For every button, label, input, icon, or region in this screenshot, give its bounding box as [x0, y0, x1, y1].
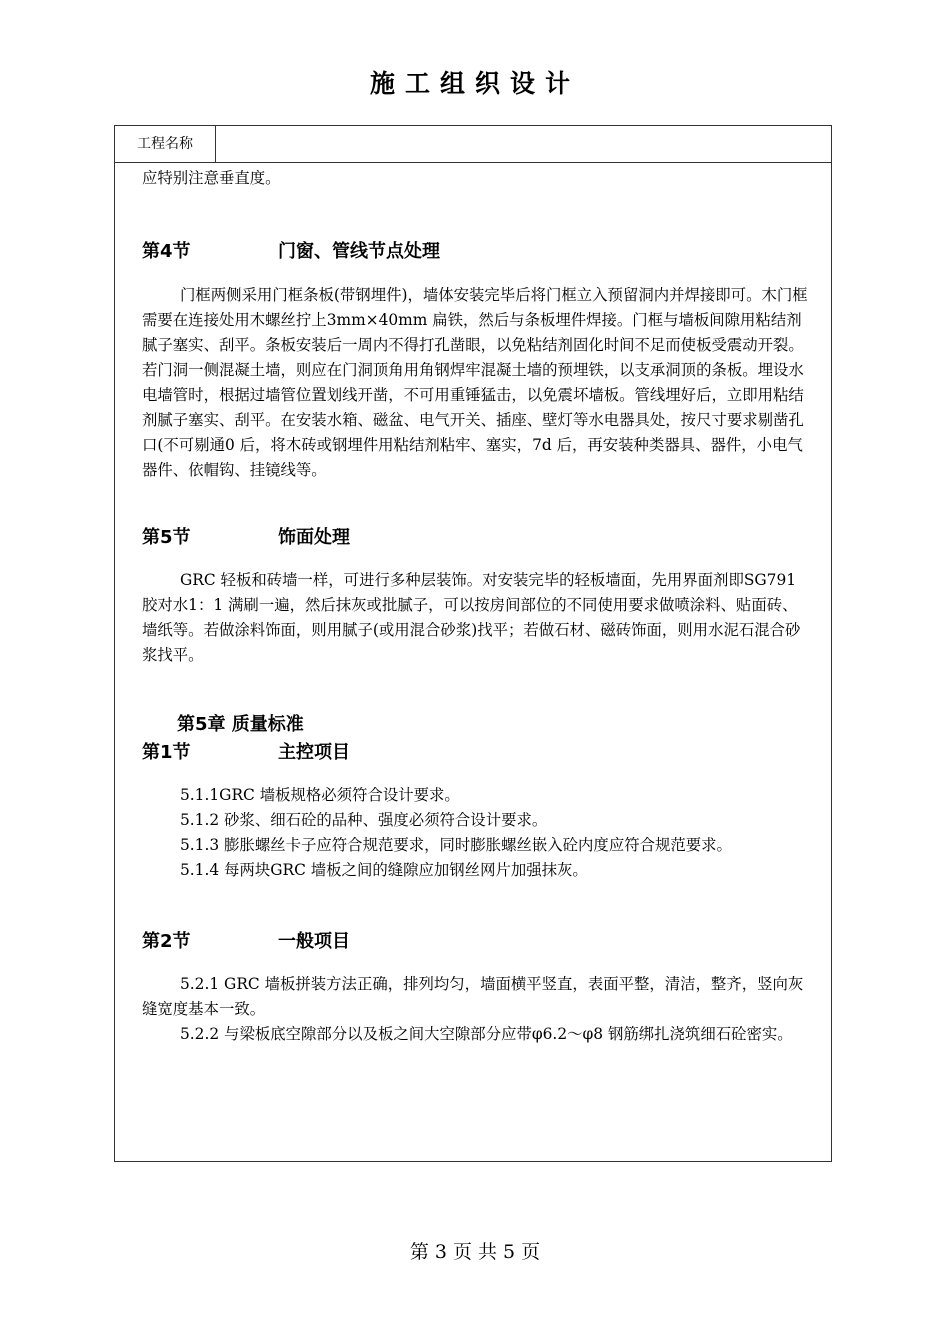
section-5-title: 饰面处理: [278, 527, 350, 548]
chapter-5-heading: 第5章 质量标准: [177, 714, 304, 735]
form-frame: [114, 125, 832, 1162]
list-item: 5.1.3 膨胀螺丝卡子应符合规范要求，同时膨胀螺丝嵌入砼内度应符合规范要求。: [180, 836, 732, 854]
continuation-text: 应特别注意垂直度。: [142, 169, 281, 187]
list-item: 5.1.1GRC 墙板规格必须符合设计要求。: [180, 786, 460, 804]
header-row: [115, 126, 831, 163]
section-1-title: 主控项目: [278, 742, 350, 763]
project-name-value: [216, 126, 831, 162]
section-4-paragraph: 门框两侧采用门框条板(带钢埋件)，墙体安装完毕后将门框立入预留洞内并焊接即可。木门框需要在连接处用木螺丝拧上3mm×40mm 扁铁，然后与条板埋件焊接。门框与墙板间隙用粘结剂腻子塞实、刮平。条板安装后一周内不得打孔凿眼，以免粘结剂固化时间不足而使板受震动开裂。若门洞一侧混凝土墙，则应在门洞顶角用角钢焊牢混凝土墙的预埋铁，以支承洞顶的条板。埋设水电墙管时，根据过墙管位置划线开凿，不可用重锤猛击，以免震坏墙板。管线埋好后，立即用粘结剂腻子塞实、刮平。在安装水箱、磁盆、电气开关、插座、壁灯等水电器具处，按尺寸要求剔凿孔口(不可剔通0 后，将木砖或钢埋件用粘结剂粘牢、塞实，7d 后，再安装种类器具、器件，小电气器件、依帽钩、挂镜线等。: [142, 286, 808, 479]
section-5-paragraph: GRC 轻板和砖墙一样，可进行多种层装饰。对安装完毕的轻板墙面，先用界面剂即SG791 胶对水1：1 满刷一遍，然后抹灰或批腻子，可以按房间部位的不同使用要求做喷涂料、贴面砖、墙纸等。若做涂料饰面，则用腻子(或用混合砂浆)找平；若做石材、磁砖饰面，则用水泥石混合砂浆找平。: [142, 571, 801, 664]
section-2-number: 第2节: [142, 931, 191, 952]
document-title: 施工组织设计: [369, 69, 580, 98]
section-2-title: 一般项目: [278, 931, 350, 952]
document-body: [142, 166, 810, 1047]
page-number: 第 3 页 共 5 页: [409, 1241, 541, 1263]
section-1-number: 第1节: [142, 742, 191, 763]
section-4-number: 第4节: [142, 241, 191, 262]
section-2-heading: [142, 927, 810, 957]
section-5-heading: [142, 523, 810, 553]
list-item: 5.1.2 砂浆、细石砼的品种、强度必须符合设计要求。: [180, 811, 548, 829]
section-4-title: 门窗、管线节点处理: [278, 241, 440, 262]
section-5-number: 第5节: [142, 527, 191, 548]
project-name-label: 工程名称: [115, 126, 216, 162]
section-4-heading: [142, 237, 810, 267]
list-item: 5.1.4 每两块GRC 墙板之间的缝隙应加钢丝网片加强抹灰。: [180, 861, 588, 879]
section-1-heading: [142, 738, 810, 768]
list-item: 5.2.1 GRC 墙板拼装方法正确，排列均匀，墙面横平竖直，表面平整，清洁，整齐，竖向灰缝宽度基本一致。: [142, 975, 804, 1018]
list-item: 5.2.2 与梁板底空隙部分以及板之间大空隙部分应带φ6.2～φ8 钢筋绑扎浇筑细石砼密实。: [180, 1025, 793, 1043]
